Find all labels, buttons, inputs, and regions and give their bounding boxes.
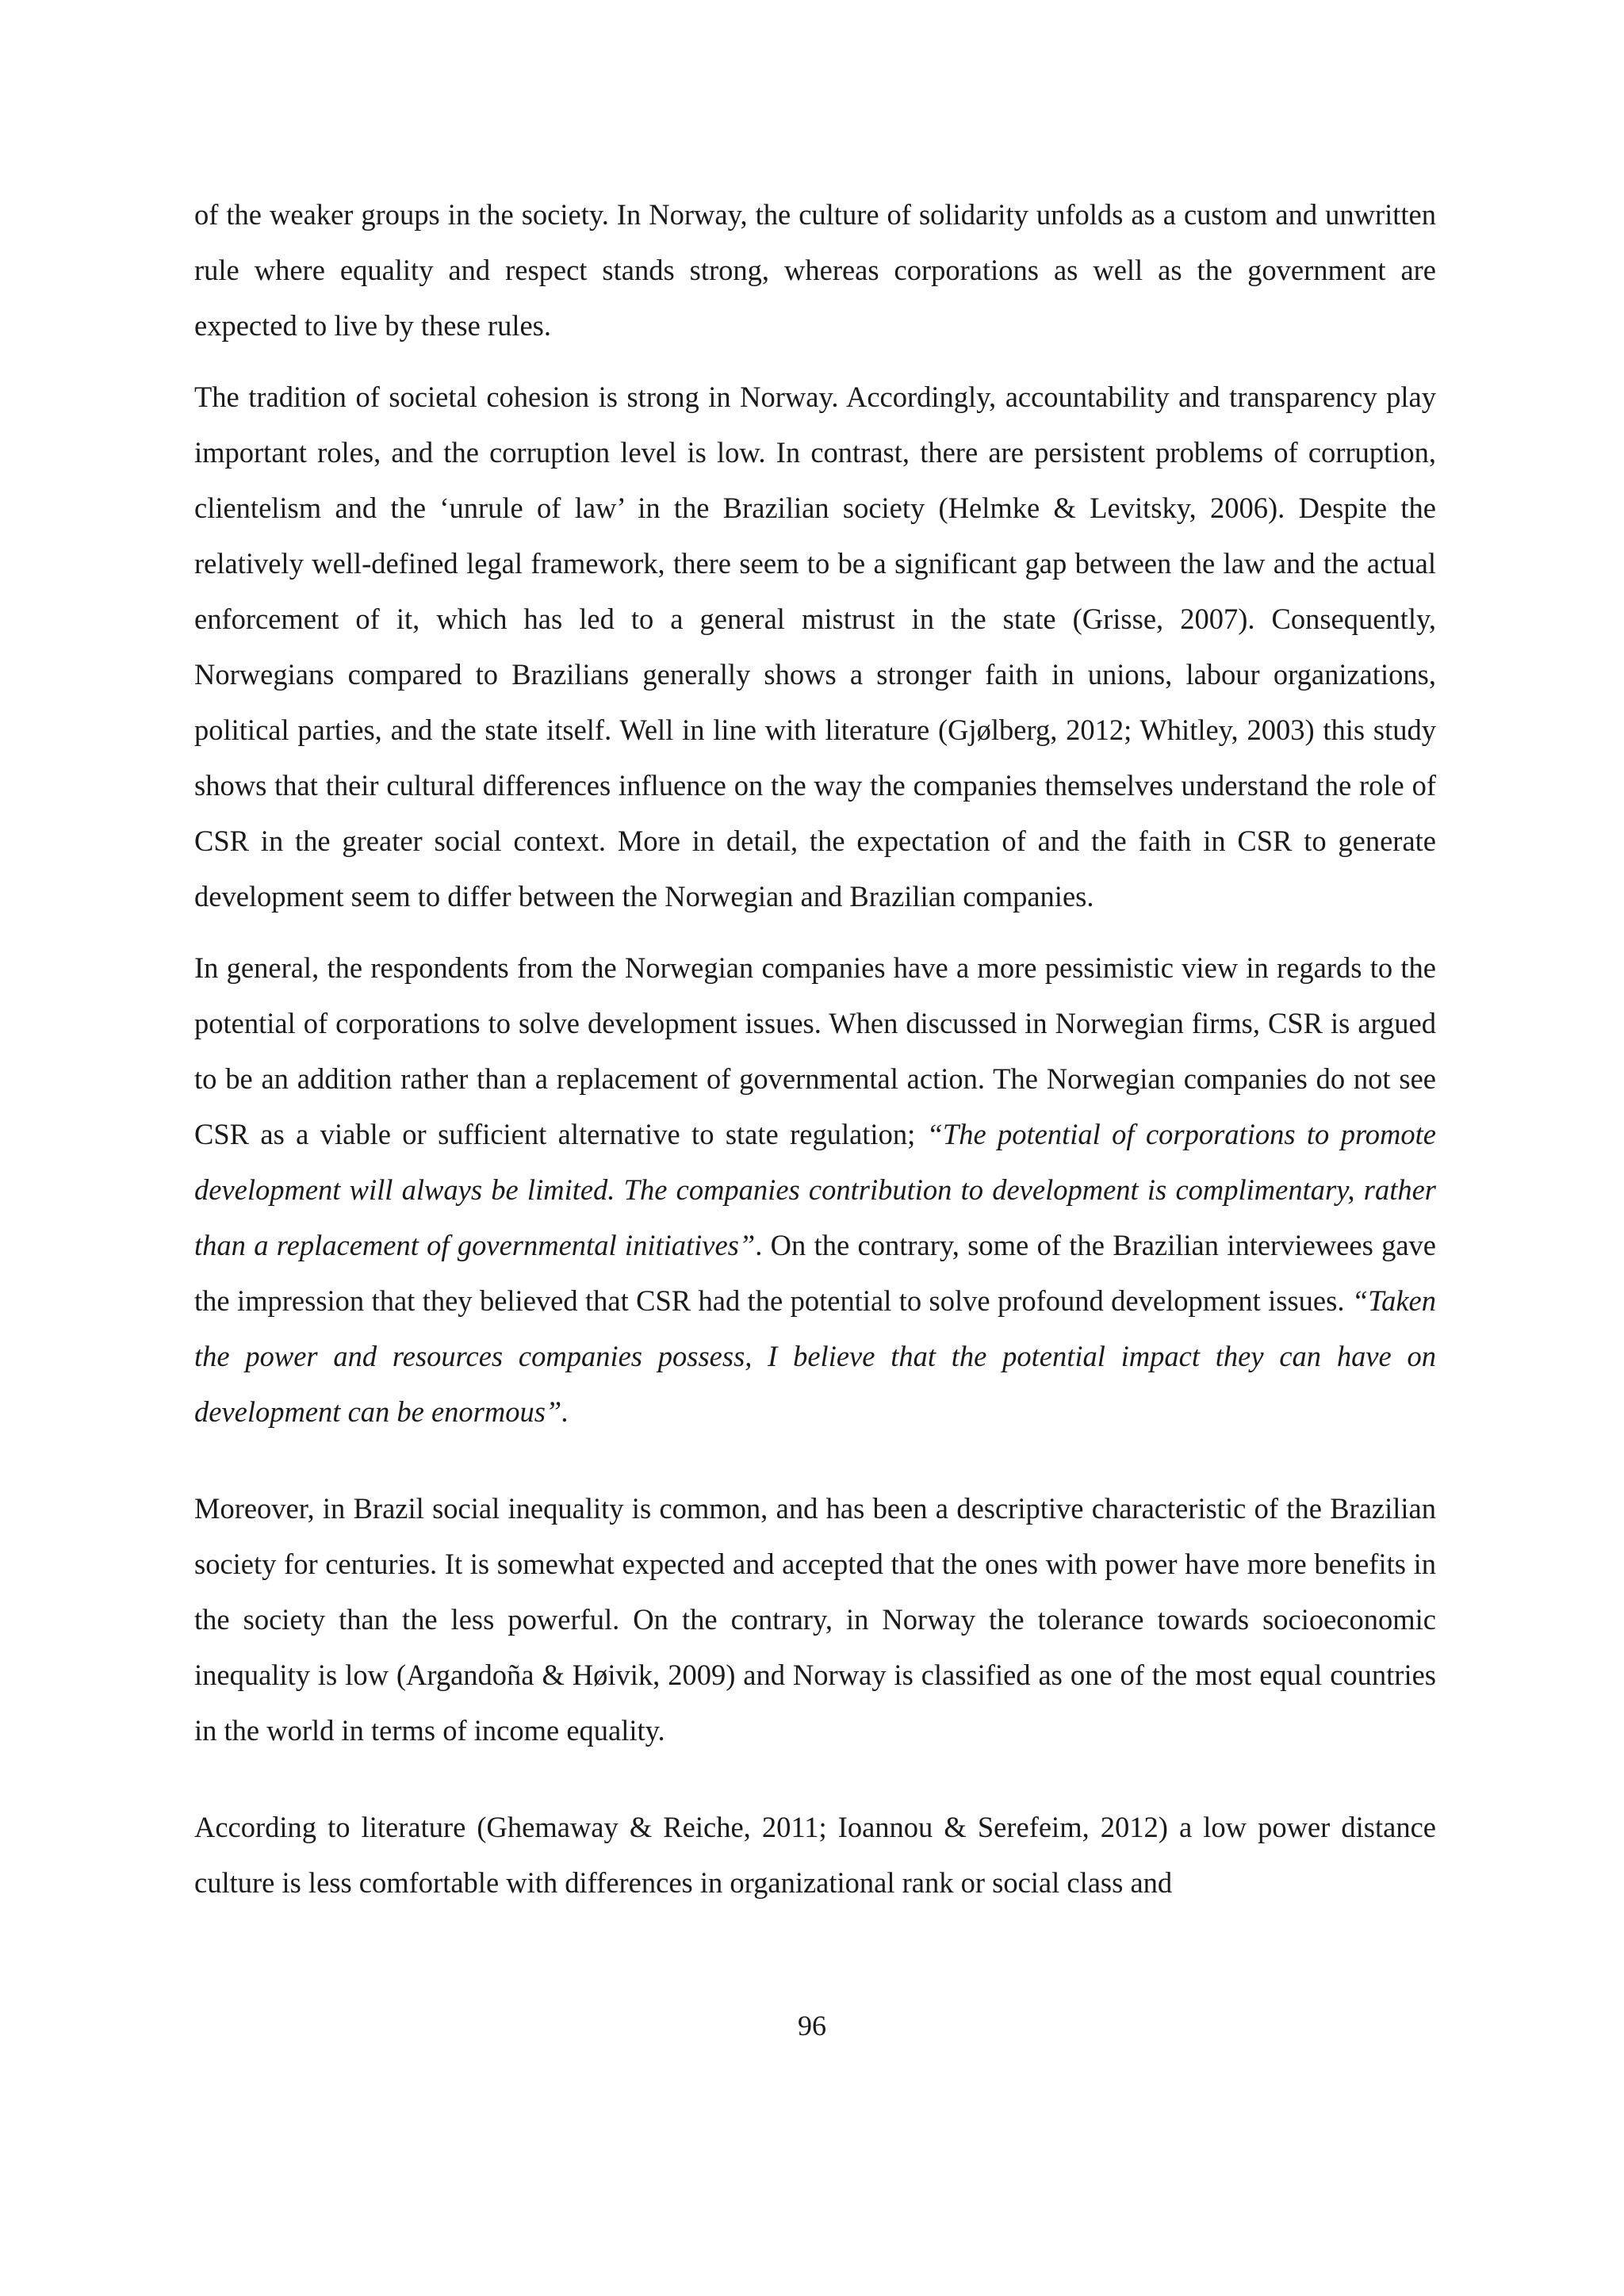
quote-norwegian-respondent: “The potential of corporations to promote development will always be limited. The companies contribution to development is complimentary, rather than a replacement of governmental initiatives” [194,1118,1436,1261]
paragraph-1 [194,187,1436,354]
text-run: According to literature (Ghemaway & Reiche, 2011; Ioannou & Serefeim, 2012) a low power distance culture is less comfortable with differences in organizational rank or social class and [194,1811,1436,1899]
quote-brazilian-respondent: “Taken the power and resources companies possess, I believe that the potential impact they can have on development can be enormous”. [194,1284,1436,1428]
paragraph-3 [194,940,1436,1440]
page-number: 96 [798,2010,826,2042]
paragraph-4 [194,1481,1436,1758]
text-run: Moreover, in Brazil social inequality is common, and has been a descriptive characteristic of the Brazilian society for centuries. It is somewhat expected and accepted that the ones with power have more benefits in the society than the less powerful. On the contrary, in Norway the tolerance towards socioeconomic inequality is low (Argandoña & Høivik, 2009) and Norway is classified as one of the most equal countries in the world in terms of income equality. [194,1492,1436,1747]
text-run: of the weaker groups in the society. In Norway, the culture of solidarity unfolds as a custom and unwritten rule where equality and respect stands strong, whereas corporations as well as the government are expected to live by these rules. [194,198,1436,342]
text-run: In general, the respondents from the Norwegian companies have a more pessimistic view in regards to the potential of corporations to solve development issues. When discussed in Norwegian firms, CSR is argued to be an addition rather than a replacement of governmental action. The Norwegian companies do not see CSR as a viable or sufficient alternative to state regulation; [194,951,1436,1150]
body-text [194,187,1436,1927]
paragraph-5 [194,1800,1436,1911]
text-run: The tradition of societal cohesion is strong in Norway. Accordingly, accountability and transparency play important roles, and the corruption level is low. In contrast, there are persistent problems of corruption, clientelism and the ‘unrule of law’ in the Brazilian society (Helmke & Levitsky, 2006). Despite the relatively well-defined legal framework, there seem to be a significant gap between the law and the actual enforcement of it, which has led to a general mistrust in the state (Grisse, 2007). Consequently, Norwegians compared to Brazilians generally shows a stronger faith in unions, labour organizations, political parties, and the state itself. Well in line with literature (Gjølberg, 2012; Whitley, 2003) this study shows that their cultural differences influence on the way the companies themselves understand the role of CSR in the greater social context. More in detail, the expectation of and the faith in CSR to generate development seem to differ between the Norwegian and Brazilian companies. [194,381,1436,913]
text-run: . On the contrary, some of the Brazilian interviewees gave the impression that they believed that CSR had the potential to solve profound development issues. [194,1229,1437,1317]
paragraph-2 [194,369,1436,924]
